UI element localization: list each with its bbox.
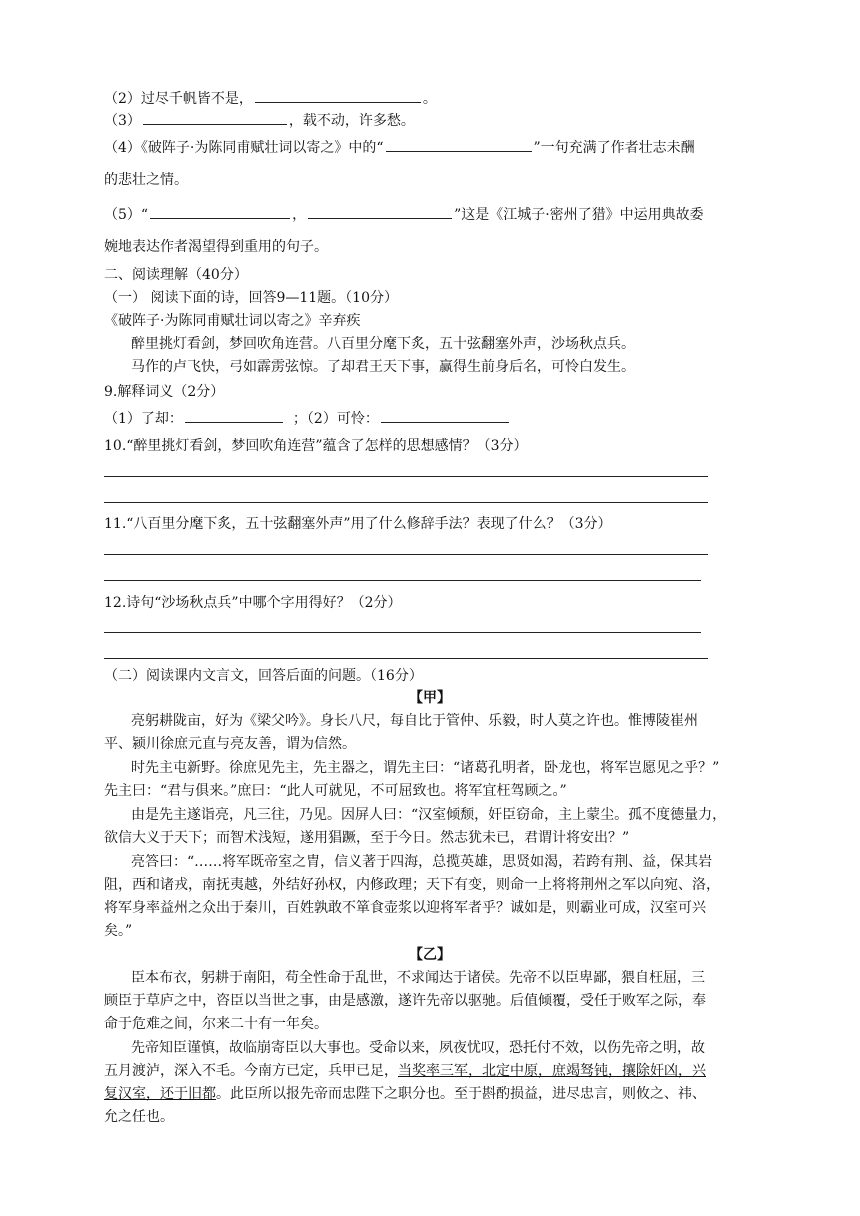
question-10: 10.“醉里挑灯看剑，梦回吹角连营”蕴含了怎样的思想感情？（3分） (104, 438, 528, 454)
question-2: （2）过尽千帆皆不是， 。 (104, 88, 437, 108)
passage-line: 平、颍川徐庶元直与亮友善，谓为信然。 (104, 736, 356, 752)
question-12: 12.诗句“沙场秋点兵”中哪个字用得好？（2分） (104, 595, 402, 611)
underlined-sentence: 当奖率三军，北定中原，庶竭驽钝，攘除奸凶，兴 (398, 1063, 706, 1079)
question-3: （3） ，载不动，许多愁。 (104, 110, 415, 130)
passage-line: 顾臣于草庐之中，咨臣以当世之事，由是感激，遂许先帝以驱驰。后值倾覆，受任于败军之际，奉 (104, 993, 706, 1009)
passage-line: 五月渡泸，深入不毛。今南方已定，兵甲已足，当奖率三军，北定中原，庶竭驽钝，攘除奸凶，兴 (104, 1063, 706, 1079)
passage-line: 亮答曰：“……将军既帝室之胄，信义著于四海，总揽英雄，思贤如渴，若跨有荆、益，保其岩 (131, 854, 713, 870)
question-3-text: ，载不动，许多愁。 (288, 113, 415, 129)
passage-line: 欲信大义于天下；而智术浅短，遂用猖蹶，至于今日。然志犹未已，君谓计将安出？” (104, 830, 630, 846)
passage-line: 由是先主遂诣亮，凡三往，乃见。因屏人曰：“汉室倾颓，奸臣窃命，主上蒙尘。孤不度德量力， (131, 807, 727, 823)
question-2-text: （2）过尽千帆皆不是， (104, 91, 253, 107)
passage-line: 阻，西和诸戎，南抚夷越，外结好孙权，内修政理；天下有变，则命一上将将荆州之军以向宛、洛， (104, 877, 720, 893)
part2-heading: （二）阅读课内文言文，回答后面的问题。（16分） (104, 668, 423, 684)
passage-line: 先主曰：“君与俱来。”庶曰：“此人可就见，不可屈致也。将军宜枉驾顾之。” (104, 783, 567, 799)
answer-blank[interactable] (185, 408, 283, 423)
answer-line[interactable] (104, 580, 701, 581)
passage-line: 臣本布衣，躬耕于南阳，苟全性命于乱世，不求闻达于诸侯。先帝不以臣卑鄙，猥自枉屈，三 (131, 970, 705, 986)
passage-line: 复汉室，还于旧都。此臣所以报先帝而忠陛下之职分也。至于斟酌损益，进尽忠言，则攸之、祎、 (104, 1086, 706, 1102)
question-4-cont: 的悲壮之情。 (104, 172, 188, 188)
question-5: （5）“ ， ”这是《江城子·密州了猎》中运用典故委 (104, 204, 704, 224)
answer-line[interactable] (104, 502, 708, 503)
answer-blank[interactable] (381, 408, 509, 423)
question-9: 9.解释词义（2分） (104, 384, 225, 400)
answer-line[interactable] (104, 658, 708, 659)
answer-blank[interactable] (386, 137, 532, 152)
answer-blank[interactable] (143, 110, 287, 125)
poem-line: 马作的卢飞快，弓如霹雳弦惊。了却君王天下事，赢得生前身后名，可怜白发生。 (131, 359, 635, 375)
poem-line: 醉里挑灯看剑，梦回吹角连营。八百里分麾下炙，五十弦翻塞外声，沙场秋点兵。 (131, 336, 635, 352)
part1-heading: （一） 阅读下面的诗，回答9—11题。（10分） (104, 290, 398, 306)
answer-line[interactable] (104, 632, 701, 633)
question-9-answers: （1）了却： ；（2）可怜： (104, 408, 511, 428)
answer-blank[interactable] (308, 204, 452, 219)
question-5-text: ”这是《江城子·密州了猎》中运用典故委 (454, 207, 704, 223)
passage-line: 先帝知臣谨慎，故临崩寄臣以大事也。受命以来，夙夜忧叹，恐托付不效，以伤先帝之明，故 (131, 1040, 705, 1056)
underlined-sentence: 复汉室，还于旧都 (104, 1086, 216, 1102)
passage-line: 矣。” (104, 923, 133, 939)
answer-line[interactable] (104, 554, 708, 555)
question-11: 11.“八百里分麾下炙，五十弦翻塞外声”用了什么修辞手法？表现了什么？（3分） (104, 516, 612, 532)
passage-jia-label: 【甲】 (409, 690, 451, 706)
question-4: （4）《破阵子·为陈同甫赋壮词以寄之》中的“ ”一句充满了作者壮志未酬 (104, 137, 695, 157)
answer-blank[interactable] (150, 204, 290, 219)
answer-line[interactable] (104, 476, 708, 477)
passage-line: 时先主屯新野。徐庶见先主，先主器之，谓先主曰：“诸葛孔明者，卧龙也，将军岂愿见之乎？” (131, 760, 720, 776)
poem-title: 《破阵子·为陈同甫赋壮词以寄之》辛弃疾 (104, 313, 361, 329)
passage-line: 允之任也。 (104, 1109, 174, 1125)
passage-yi-label: 【乙】 (409, 947, 451, 963)
question-5-cont: 婉地表达作者渴望得到重用的句子。 (104, 239, 328, 255)
passage-line: 将军身率益州之众出于秦川，百姓孰敢不箪食壶浆以迎将军者乎？诚如是，则霸业可成，汉室可兴 (104, 900, 706, 916)
answer-blank[interactable] (255, 88, 421, 103)
section-heading: 二、阅读理解（40分） (104, 267, 248, 283)
passage-line: 亮躬耕陇亩，好为《梁父吟》。身长八尺，每自比于管仲、乐毅，时人莫之许也。惟博陵崔州 (131, 713, 698, 729)
question-4-text: （4）《破阵子·为陈同甫赋壮词以寄之》中的“ (104, 140, 384, 156)
passage-line: 命于危难之间，尔来二十有一年矣。 (104, 1016, 328, 1032)
